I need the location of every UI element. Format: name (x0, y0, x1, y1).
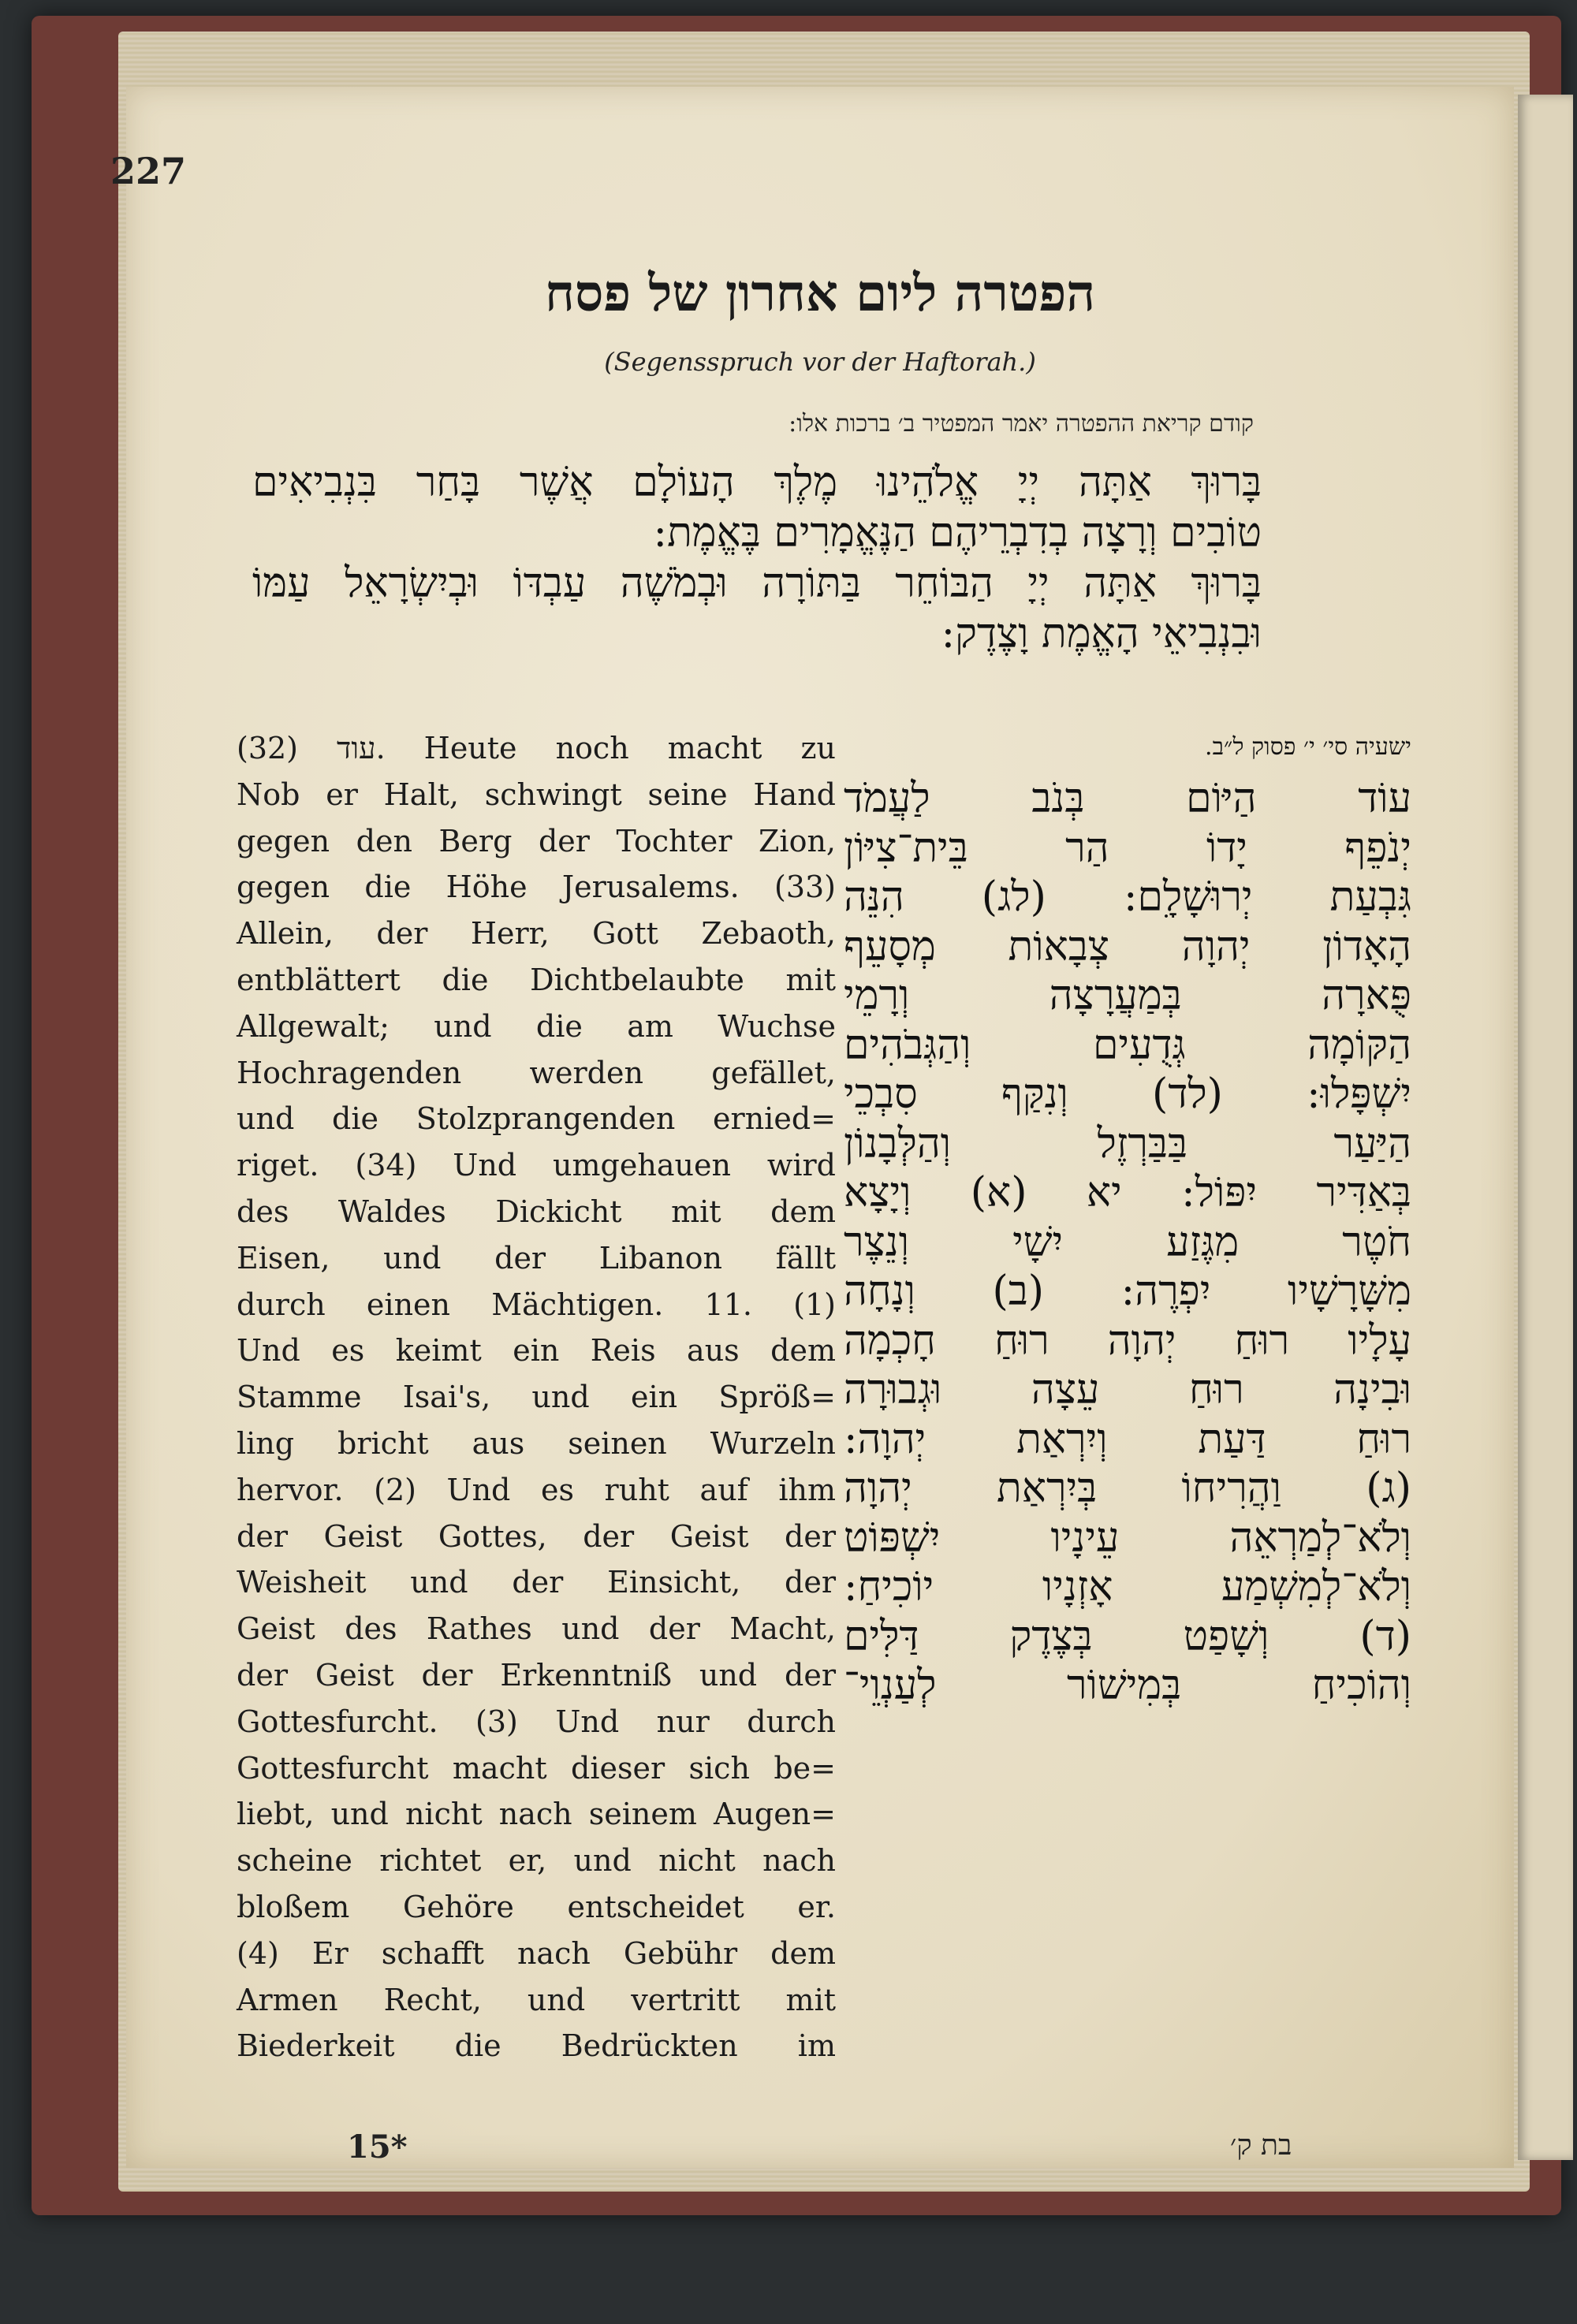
german-line: Gottesfurcht macht dieser sich be= (237, 1750, 836, 1786)
hebrew-line: וְהוֹכִיחַ בְּמִישׁוֹר לְעַנְוֵי־ (844, 1662, 1411, 1709)
page-number: 227 (110, 150, 187, 192)
blessing-text (252, 457, 1262, 659)
german-line: scheine richtet er, und nicht nach (237, 1843, 836, 1879)
catchword: בת ק׳ (1230, 2129, 1292, 2162)
hebrew-line: יְנֹפֵף יָדוֹ הַר בֵּית־צִיּוֹן (844, 824, 1411, 872)
german-line: Nob er Halt, schwingt seine Hand (237, 777, 836, 812)
verse-reference: ישעיה סי׳ י׳ פסוק ל״ב. (1205, 733, 1411, 761)
hebrew-line: חֹטֶר מִגֶּזַע יִשָׁי וְנֵצֶר (844, 1218, 1411, 1266)
german-line: Geist des Rathes und der Macht, (237, 1611, 836, 1647)
german-line: liebt, und nicht nach seinem Augen= (237, 1797, 836, 1832)
german-line: riget. (34) Und umgehauen wird (237, 1148, 836, 1183)
german-line: und die Stolzprangenden ernied= (237, 1101, 836, 1137)
hebrew-line: גִּבְעַת יְרוּשָׁלִָם: (לג) הִנֵּה (844, 873, 1411, 921)
german-line: ling bricht aus seinen Wurzeln (237, 1425, 836, 1461)
german-line: Biederkeit die Bedrückten im (237, 2028, 836, 2064)
german-line: (32) עוד. Heute noch macht zu (237, 731, 836, 765)
hebrew-title: הפטרה ליום אחרון של פסח (544, 264, 1096, 323)
german-line: hervor. (2) Und es ruht auf ihm (237, 1472, 836, 1507)
german-line: entblättert die Dichtbelaubte mit (237, 962, 836, 997)
hebrew-text-column (844, 725, 1411, 1711)
german-line: (4) Er schafft nach Gebühr dem (237, 1935, 836, 1971)
hebrew-line: עוֹד הַיּוֹם בְּנֹב לַעֲמֹד (844, 775, 1411, 822)
blessing-line: בָּרוּךְ אַתָּה יְיָ הַבּוֹחֵר בַּתּוֹרָה וּבְמֹשֶׁה עַבְדּוֹ וּבְיִשְׂרָאֵל עַמּוֹ (252, 560, 1262, 607)
german-line: Stamme Isai's, und ein Spröß= (237, 1380, 836, 1415)
german-line: gegen die Höhe Jerusalems. (33) (237, 870, 836, 905)
subtitle: (Segensspruch vor der Haftorah.) (604, 347, 1036, 377)
hebrew-line: וְלֹא־לְמִשְׁמַע אָזְנָיו יוֹכִיחַ: (844, 1563, 1411, 1611)
hebrew-line: (ד) וְשָׁפַט בְּצֶדֶק דַּלִּים (844, 1612, 1411, 1660)
german-line: Hochragenden werden gefället, (237, 1055, 836, 1090)
german-line: Weisheit und der Einsicht, der (237, 1565, 836, 1600)
blessing-instruction: קודם קריאת ההפטרה יאמר המפטיר ב׳ ברכות אלו: (788, 410, 1254, 438)
next-page-edge (1518, 95, 1573, 2160)
german-translation-column (237, 725, 836, 2069)
german-line: bloßem Gehöre entscheidet er. (237, 1889, 836, 1924)
hebrew-line: הַקּוֹמָה גְּדֻעִים וְהַגְּבֹהִים (844, 1021, 1411, 1069)
hebrew-line: מִשָּׁרָשָׁיו יִפְרֶה: (ב) וְנָחָה (844, 1268, 1411, 1315)
german-line: Gottesfurcht. (3) Und nur durch (237, 1704, 836, 1739)
blessing-line: טוֹבִים וְרָצָה בְדִבְרֵיהֶם הַנֶּאֱמָרִים בֶּאֱמֶת: (653, 509, 1262, 557)
german-line: Armen Recht, und vertritt mit (237, 1982, 836, 2017)
german-line: durch einen Mächtigen. 11. (1) (237, 1287, 836, 1322)
hebrew-line: עָלָיו רוּחַ יְהוָה רוּחַ חָכְמָה (844, 1317, 1411, 1365)
hebrew-line: הַיַּעַר בַּבַּרְזֶל וְהַלְּבָנוֹן (844, 1119, 1411, 1168)
printer-signature-mark: 15* (347, 2128, 408, 2166)
german-line: des Waldes Dickicht mit dem (237, 1194, 836, 1229)
german-line: Eisen, und der Libanon fällt (237, 1240, 836, 1276)
german-line: Und es keimt ein Reis aus dem (237, 1333, 836, 1369)
german-line: Allgewalt; und die am Wuchse (237, 1008, 836, 1044)
hebrew-line: רוּחַ דַּעַת וְיִרְאַת יְהוָה: (844, 1415, 1411, 1463)
hebrew-line: פֻּארָה בְּמַעֲרָצָה וְרָמֵי (844, 972, 1411, 1019)
hebrew-line: (ג) וַהֲרִיחוֹ בְּיִרְאַת יְהוָה (844, 1465, 1411, 1512)
german-line: der Geist der Erkenntniß und der (237, 1657, 836, 1693)
german-line: gegen den Berg der Tochter Zion, (237, 823, 836, 858)
hebrew-line: בְּאַדִּיר יִפּוֹל: יא (א) וְיָצָא (844, 1169, 1411, 1216)
blessing-line: בָּרוּךְ אַתָּה יְיָ אֱלֹהֵינוּ מֶלֶךְ הָעוֹלָם אֲשֶׁר בָּחַר בִּנְבִיאִים (252, 459, 1262, 506)
hebrew-line: וּבִינָה רוּחַ עֵצָה וּגְבוּרָה (844, 1366, 1411, 1413)
hebrew-line: יִשְׁפָּלוּ: (לד) וְנִקַּף סִבְכֵי (844, 1071, 1411, 1118)
blessing-line: וּבִנְבִיאֵי הָאֱמֶת וָצֶדֶק: (941, 610, 1262, 657)
hebrew-line: וְלֹא־לְמַרְאֵה עֵינָיו יִשְׁפּוֹט (844, 1514, 1411, 1562)
hebrew-line: הָאָדוֹן יְהוָה צְבָאוֹת מְסָעֵף (844, 922, 1411, 970)
german-line: Allein, der Herr, Gott Zebaoth, (237, 916, 836, 952)
german-line: der Geist Gottes, der Geist der (237, 1518, 836, 1554)
